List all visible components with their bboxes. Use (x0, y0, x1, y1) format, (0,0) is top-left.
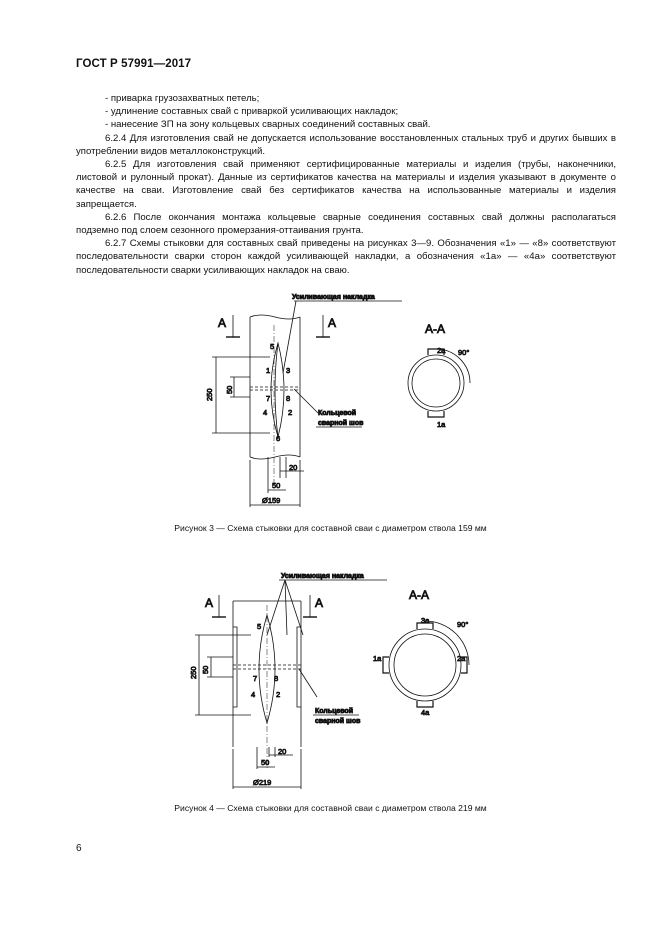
page-number: 6 (76, 843, 82, 854)
seq-7: 7 (266, 394, 271, 403)
document-header: ГОСТ Р 57991—2017 (76, 58, 192, 70)
paragraph-6-2-4: 6.2.4 Для изготовления свай не допускается использование восстановленных стальных труб и других бывших в употреблении видов металлоконструкций. (76, 132, 616, 157)
bullet-item: - приварка грузозахватных петель; (105, 93, 260, 104)
plate-seq-1a: 1а (437, 420, 446, 429)
dim-50-horizontal: 50 (261, 758, 270, 767)
angle-label: 90° (457, 620, 469, 629)
seq-5: 5 (257, 622, 262, 631)
section-title: А-А (409, 588, 430, 602)
plate-seq-2a: 2а (457, 654, 466, 663)
seq-1: 1 (266, 366, 271, 375)
paragraph-6-2-5: 6.2.5 Для изготовления свай применяют сертифицированные материалы и изделия (трубы, наконечники, листовой и рулонный прокат). Данные из сертификатов качества на материалы и изделия указывают в документе о качестве на сваи. Изготовление свай без сертификатов качества на использованные материалы и изделия запрещается. (76, 159, 616, 210)
plate-label: Усиливающая накладка (281, 573, 364, 580)
dim-50-vertical: 50 (225, 385, 234, 394)
seq-8: 8 (274, 674, 279, 683)
weld-label-2: сварной шов (318, 420, 364, 427)
section-a-right: А (315, 596, 324, 610)
bullet-item: - нанесение ЗП на зону кольцевых сварных соединений составных свай. (105, 119, 431, 131)
figure-4-caption: Рисунок 4 — Схема стыковки для составной сваи с диаметром ствола 219 мм (174, 803, 487, 813)
section-title: А-А (425, 322, 446, 336)
dim-diameter: Ø159 (262, 496, 281, 505)
seq-7: 7 (253, 674, 258, 683)
plate-label: Усиливающая накладка (292, 294, 375, 301)
section-a-left: А (205, 596, 214, 610)
figure-4-drawing (175, 565, 505, 790)
plate-seq-4a: 4а (421, 708, 430, 717)
figure-3-caption: Рисунок 3 — Схема стыковки для составной сваи с диаметром ствола 159 мм (174, 523, 487, 533)
seq-2: 2 (288, 408, 293, 417)
plate-seq-2a: 2а (437, 346, 446, 355)
plate-seq-3a: 3а (421, 616, 430, 625)
seq-8: 8 (286, 394, 291, 403)
seq-6: 6 (276, 434, 281, 443)
weld-label-1: Кольцевой (318, 410, 357, 417)
bullet-item: - удлинение составных свай с приваркой усиливающих накладок; (105, 106, 399, 118)
dim-50-horizontal: 50 (272, 481, 281, 490)
dim-20: 20 (289, 463, 298, 472)
paragraph-6-2-6: 6.2.6 После окончания монтажа кольцевые сварные соединения составных свай должны располагаться подземно под слоем сезонного промерзания-оттаивания грунта. (76, 211, 616, 237)
dim-50-vertical: 50 (201, 665, 210, 674)
paragraph-6-2-7: 6.2.7 Схемы стыковки для составных свай приведены на рисунках 3—9. Обозначения «1» — «8» соответствуют последовательности сварки сторон каждой усиливающей накладки, а обозначения «1а» — «4а» соответствуют последовательности сварки усиливающих накладок на сваю. (76, 238, 616, 276)
angle-label: 90° (458, 348, 470, 357)
seq-4: 4 (263, 408, 268, 417)
dim-20: 20 (278, 747, 287, 756)
dim-diameter: Ø219 (253, 778, 272, 787)
section-a-left: А (218, 316, 227, 330)
dim-250: 250 (205, 388, 214, 401)
seq-2: 2 (276, 690, 281, 699)
section-a-right: А (328, 316, 337, 330)
seq-5: 5 (270, 342, 275, 351)
seq-3: 3 (286, 366, 291, 375)
plate-seq-1a: 1а (373, 654, 382, 663)
dim-250: 250 (189, 666, 198, 679)
figure-3-drawing (190, 285, 520, 510)
weld-label-1: Кольцевой (315, 708, 354, 715)
seq-4: 4 (251, 690, 256, 699)
body-text (76, 92, 616, 277)
weld-label-2: сварной шов (315, 718, 361, 725)
